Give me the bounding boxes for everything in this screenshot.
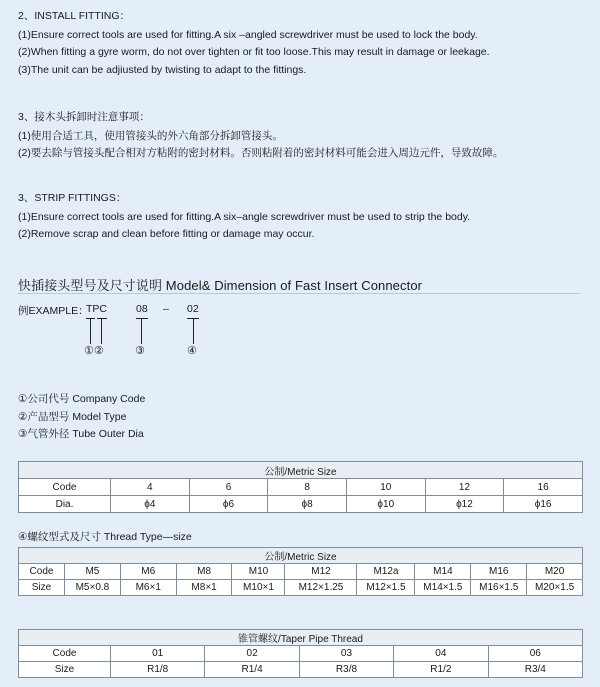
table-cell: R1/2 [394,662,488,678]
example-dash: – [163,303,169,315]
table-cell: ϕ10 [346,496,425,513]
stem-tube [141,318,142,344]
table-caption-row [19,462,583,479]
table-cell: ϕ6 [189,496,268,513]
example-prefix: 例EXAMPLE： [18,305,89,317]
table-cell: M10 [232,564,285,580]
table-cell: 04 [394,646,488,662]
disassembly-line: (1)使用合适工具，使用管接头的外六角部分拆卸管接头。 [18,129,283,142]
row-label: Size [19,662,111,678]
table-cell: M12×1.5 [357,580,415,596]
table-cell: ϕ4 [111,496,190,513]
install-fitting-heading: 2、INSTALL FITTING： [18,10,131,22]
taper-pipe-thread-table [18,629,583,678]
legend-item: ③气管外径 Tube Outer Dia [18,428,144,440]
table-cell: M6×1 [120,580,176,596]
underline-model [97,318,107,319]
table-cell: 06 [488,646,582,662]
table-cell: 16 [504,479,583,496]
install-line: (1)Ensure correct tools are used for fitting.A six –angled screwdriver must be used to lock the body. [18,28,478,41]
table-row [19,496,583,513]
thread-type-label: ④螺纹型式及尺寸 Thread Type—size [18,531,192,543]
table-cell: M8 [176,564,232,580]
table-cell: R3/8 [299,662,393,678]
install-line: (3)The unit can be adjiusted by twisting to adapt to the fittings. [18,63,307,76]
disassembly-line: (2)要去除与管接头配合相对方粘附的密封材料。否则粘附着的密封材料可能会进入周边元件，导致故障。 [18,147,504,159]
example-code-tube: 08 [136,303,148,315]
table-cell: 8 [268,479,347,496]
stem-thread [193,318,194,344]
table-cell: M14 [415,564,471,580]
table-cell: M12a [357,564,415,580]
legend-item: ②产品型号 Model Type [18,410,127,423]
table-row [19,564,583,580]
table-cell: 01 [111,646,205,662]
example-code-thread: 02 [187,303,199,315]
strip-line: (2)Remove scrap and clean before fitting or damage may occur. [18,228,315,240]
table-cell: R1/8 [111,662,205,678]
table-cell: M5×0.8 [65,580,121,596]
table-cell: M20×1.5 [527,580,583,596]
table-row [19,580,583,596]
underline-tube [136,318,148,319]
metric-size-table [18,461,583,513]
title-divider [18,293,580,294]
install-line: (2)When fitting a gyre worm, do not over tighten or fit too loose.This may result in damage or leekage. [18,46,490,58]
strip-fittings-heading: 3、STRIP FITTINGS： [18,192,127,204]
marker-tube: ③ [135,345,145,357]
table-cell: M16×1.5 [471,580,527,596]
table-cell: R3/4 [488,662,582,678]
code-legend [18,391,145,444]
strip-fittings-section [18,190,470,244]
table-cell: M8×1 [176,580,232,596]
stem-model [101,318,102,344]
table-row [19,646,583,662]
example-code-company: TPC [86,303,107,315]
table-caption: 锥管螺纹/Taper Pipe Thread [19,630,583,646]
disassembly-notes-heading: 3、接木头拆卸时注意事项： [18,111,150,123]
model-dimension-title: 快插接头型号及尺寸说明 Model& Dimension of Fast Insert Connector [18,278,423,293]
table-cell: M14×1.5 [415,580,471,596]
thread-size-table [18,547,583,596]
row-label: Code [19,564,65,580]
table-cell: M6 [120,564,176,580]
marker-thread: ④ [187,345,197,357]
table-cell: 6 [189,479,268,496]
legend-item: ①公司代号 Company Code [18,393,146,405]
table-caption: 公制/Metric Size [19,462,583,479]
table-cell: M10×1 [232,580,285,596]
table-cell: M16 [471,564,527,580]
row-label: Code [19,646,111,662]
table-cell: 12 [425,479,504,496]
table-cell: R1/4 [205,662,299,678]
table-cell: M20 [527,564,583,580]
table-caption: 公制/Metric Size [19,548,583,564]
table-caption-row [19,630,583,646]
table-cell: M12 [285,564,357,580]
row-label: Code [19,479,111,496]
table-cell: 10 [346,479,425,496]
strip-line: (1)Ensure correct tools are used for fitting.A six–angle screwdriver must be used to strip the body. [18,210,471,223]
row-label: Dia. [19,496,111,513]
marker-company-model: ①② [84,345,104,357]
table-row [19,662,583,678]
table-cell: 03 [299,646,393,662]
table-cell: M5 [65,564,121,580]
stem-company [90,318,91,344]
disassembly-notes-section [18,109,503,163]
table-cell: 02 [205,646,299,662]
table-caption-row [19,548,583,564]
table-row [19,479,583,496]
table-cell: ϕ16 [504,496,583,513]
table-cell: 4 [111,479,190,496]
table-cell: ϕ12 [425,496,504,513]
install-fitting-section [18,8,490,79]
table-cell: M12×1.25 [285,580,357,596]
row-label: Size [19,580,65,596]
table-cell: ϕ8 [268,496,347,513]
